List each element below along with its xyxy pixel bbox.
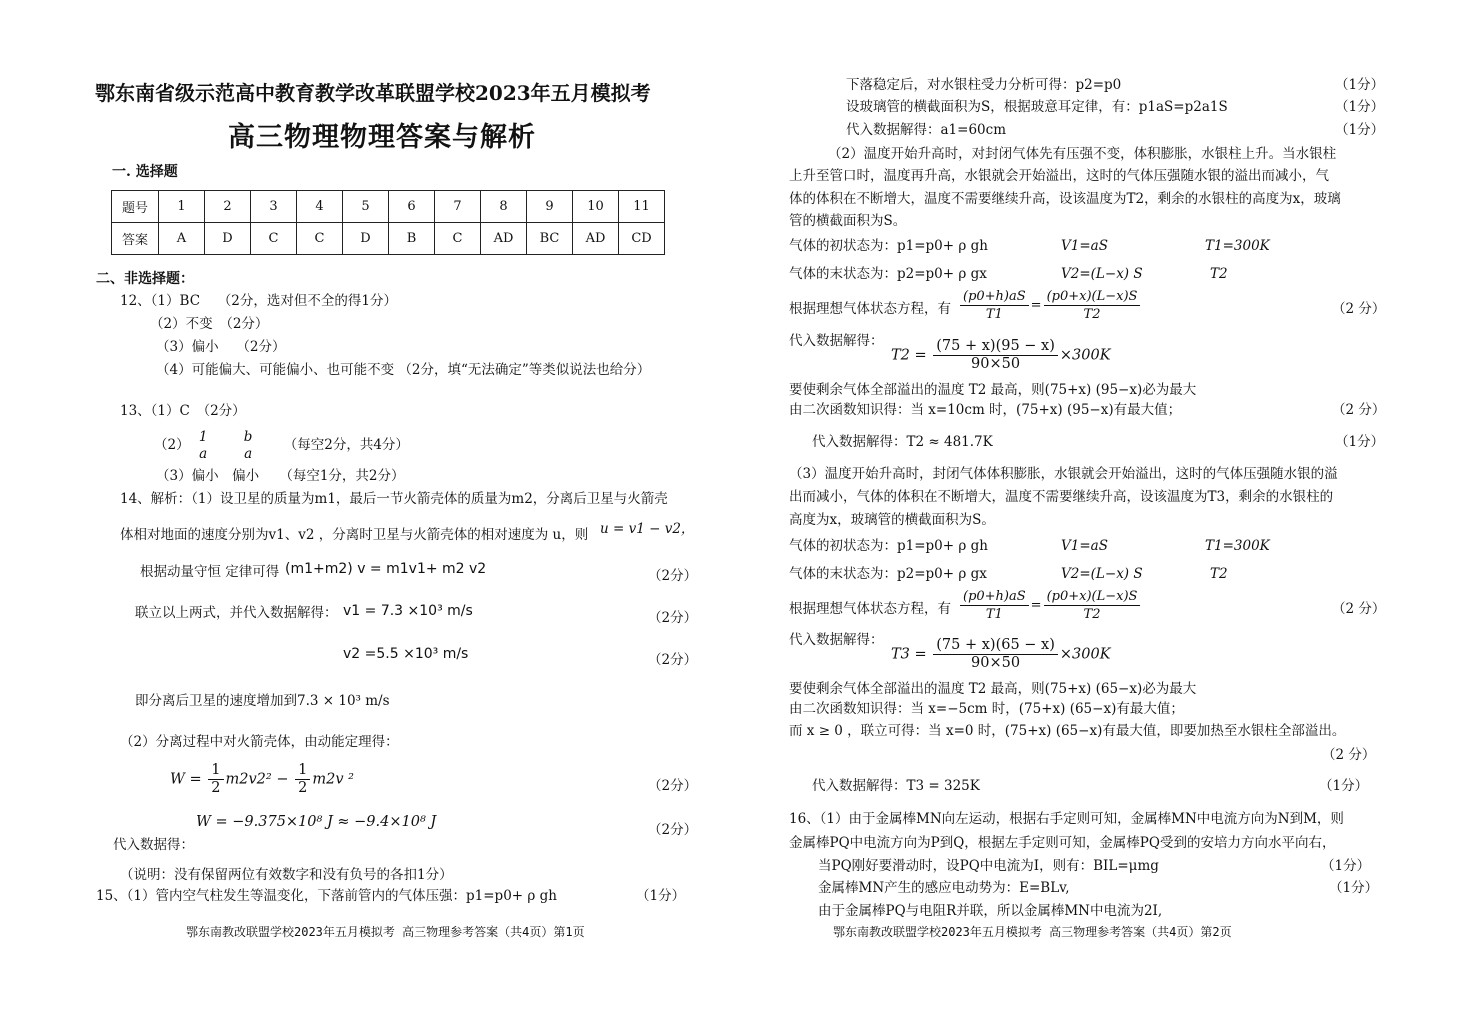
work-term-2: m2v ² xyxy=(312,771,354,788)
ideal-gas-label-b: 根据理想气体状态方程，有 xyxy=(789,601,951,617)
score-label: （2分） xyxy=(648,610,698,626)
t3-formula xyxy=(891,637,1111,672)
table-cell: C xyxy=(251,223,297,255)
part3-line1: （3）温度开始升高时，封闭气体体积膨胀，水银就会开始溢出，这时的气体压强随水银的溢 xyxy=(789,466,1338,482)
q14-line4: 联立以上两式，并代入数据解得： xyxy=(135,605,338,621)
fraction xyxy=(1044,588,1141,623)
fraction-denominator: 2 xyxy=(211,780,221,796)
fraction-numerator: 1 xyxy=(208,762,223,780)
q12-line1: 12、（1）BC （2分，选对但不全的得1分） xyxy=(120,293,397,309)
fraction-denominator: 2 xyxy=(298,780,308,796)
part2-line1: （2）温度开始升高时，对封闭气体先有压强不变，体积膨胀，水银柱上升。当水银柱 xyxy=(828,146,1337,162)
table-cell: 9 xyxy=(527,191,573,223)
score-label: （2分） xyxy=(648,822,698,838)
score-label: （2 分） xyxy=(1332,402,1386,418)
table-cell: 11 xyxy=(619,191,665,223)
max-condition-a2: 由二次函数知识得：当 x=10cm 时，(75+x) (95−x)有最大值； xyxy=(789,402,1182,418)
q16-line3: 当PQ刚好要滑动时，设PQ中电流为I，则有：BIL=μmg xyxy=(818,858,1159,874)
q15-line1: 15、（1）管内空气柱发生等温变化，下落前管内的气体压强：p1=p0+ ρ gh xyxy=(96,888,557,904)
page-title: 高三物理物理答案与解析 xyxy=(228,122,536,153)
q13-line1: 13、（1）C （2分） xyxy=(120,403,246,419)
q15-line4: 代入数据解得：a1=60cm xyxy=(846,122,1006,138)
table-cell: D xyxy=(343,223,389,255)
score-label: （1分） xyxy=(1335,99,1385,115)
fraction-numerator: (p0+x)(L−x)S xyxy=(1044,588,1141,606)
score-label: （2分） xyxy=(648,778,698,794)
work-term-1: m2v2² xyxy=(225,771,272,788)
initial-temp-a: T1=300K xyxy=(1205,238,1270,254)
left-page xyxy=(0,0,735,1021)
score-label: （2 分） xyxy=(1322,747,1376,763)
max-condition-b2: 由二次函数知识得：当 x=−5cm 时，(75+x) (65−x)有最大值； xyxy=(789,701,1184,717)
t3-lhs: T3 = xyxy=(891,646,927,663)
score-label: （1分） xyxy=(1335,122,1385,138)
part2-line4: 管的横截面积为S。 xyxy=(789,213,907,229)
q16-line5: 由于金属棒PQ与电阻R并联，所以金属棒MN中电流为2I, xyxy=(818,903,1163,919)
fraction xyxy=(933,338,1058,373)
momentum-formula: (m1+m2) v = m1v1+ m2 v2 xyxy=(285,561,487,577)
table-cell: CD xyxy=(619,223,665,255)
initial-state-b: 气体的初状态为：p1=p0+ ρ gh xyxy=(789,538,988,554)
fraction-denominator: 90×50 xyxy=(971,655,1021,671)
fraction xyxy=(241,429,256,463)
table-cell: 4 xyxy=(297,191,343,223)
fraction xyxy=(196,429,211,463)
part2-line2: 上升至管口时，温度再升高，水银就会开始溢出，这时的气体压强随水银的溢出而减小，气 xyxy=(789,168,1329,184)
table-cell: A xyxy=(159,223,205,255)
score-label: （1分） xyxy=(1319,778,1369,794)
part3-line3: 高度为x，玻璃管的横截面积为S。 xyxy=(789,512,995,528)
fraction-denominator: T2 xyxy=(1083,607,1101,622)
t2-lhs: T2 = xyxy=(891,347,927,364)
right-page xyxy=(735,0,1471,1021)
table-cell: AD xyxy=(573,223,619,255)
fraction-denominator: a xyxy=(199,445,208,462)
v2-formula: v2 =5.5 ×10³ m/s xyxy=(343,646,469,662)
t2-formula xyxy=(891,338,1111,373)
score-label: （2 分） xyxy=(1332,601,1386,617)
fraction-numerator: 1 xyxy=(295,762,310,780)
substitute-label-a: 代入数据解得： xyxy=(789,333,884,349)
table-cell: 5 xyxy=(343,191,389,223)
table-cell: 1 xyxy=(159,191,205,223)
fraction-numerator: (p0+h)aS xyxy=(960,288,1029,306)
final-state-a: 气体的末状态为：p2=p0+ ρ gx xyxy=(789,266,987,282)
table-cell: 7 xyxy=(435,191,481,223)
q12-line2: （2）不变 （2分） xyxy=(150,316,269,332)
fraction-denominator: 90×50 xyxy=(971,356,1021,372)
table-cell: 8 xyxy=(481,191,527,223)
result-t2: 代入数据解得：T2 ≈ 481.7K xyxy=(812,434,993,450)
initial-volume-b: V1=aS xyxy=(1061,538,1108,554)
max-condition-a1: 要使剩余气体全部溢出的温度 T2 最高，则(75+x) (95−x)必为最大 xyxy=(789,382,1197,398)
score-label: （2 分） xyxy=(1332,301,1386,317)
q16-line1: 16、（1）由于金属棒MN向左运动，根据右手定则可知，金属棒MN中电流方向为N到M，则 xyxy=(789,811,1344,827)
q14-line8: 代入数据得： xyxy=(113,837,194,853)
q13-line3: （3）偏小 偏小 （每空1分，共2分） xyxy=(156,468,405,484)
fraction xyxy=(208,762,223,797)
ideal-gas-equation-b: $\frac{(p0+h)aS}{T1}$ = $\frac{(p0+x)(L-x)S}{T2}$ xyxy=(958,588,1142,623)
table-cell: D xyxy=(205,223,251,255)
fraction-denominator: T2 xyxy=(1083,307,1101,322)
section-nonchoice-heading: 二、非选择题： xyxy=(96,271,194,287)
table-cell: 2 xyxy=(205,191,251,223)
final-volume-a: V2=(L−x) S xyxy=(1061,266,1143,282)
work-formula xyxy=(170,762,354,797)
minus-sign: − xyxy=(276,771,289,788)
page-footer: 鄂东南教改联盟学校2023年五月模拟考 高三物理参考答案（共4页）第1页 xyxy=(186,925,585,939)
table-cell: B xyxy=(389,223,435,255)
table-header-cell: 答案 xyxy=(112,223,159,255)
score-label: （2分） xyxy=(648,652,698,668)
fraction-numerator: (75 + x)(65 − x) xyxy=(933,637,1058,655)
fraction-numerator: (p0+h)aS xyxy=(960,588,1029,606)
fraction-numerator: b xyxy=(243,428,253,445)
ideal-gas-equation-a: $\frac{(p0+h)aS}{T1}$ = $\frac{(p0+x)(L-x)S}{T2}$ xyxy=(958,288,1142,323)
final-volume-b: V2=(L−x) S xyxy=(1061,566,1143,582)
table-header-cell: 题号 xyxy=(112,191,159,223)
score-label: （1分） xyxy=(1321,858,1371,874)
max-condition-b1: 要使剩余气体全部溢出的温度 T2 最高，则(75+x) (65−x)必为最大 xyxy=(789,681,1197,697)
table-cell: 10 xyxy=(573,191,619,223)
final-state-b: 气体的末状态为：p2=p0+ ρ gx xyxy=(789,566,987,582)
fraction-numerator: (75 + x)(95 − x) xyxy=(933,338,1058,356)
fraction xyxy=(960,288,1029,323)
v1-formula: v1 = 7.3 ×10³ m/s xyxy=(343,603,473,619)
score-label: （2分） xyxy=(648,568,698,584)
fraction xyxy=(933,637,1058,672)
q12-line4: （4）可能偏大、可能偏小、也可能不变 （2分，填“无法确定”等类似说法也给分） xyxy=(156,362,651,378)
fraction-numerator: 1 xyxy=(198,428,208,445)
score-label: （1分） xyxy=(1335,77,1385,93)
relative-velocity-formula: u = v1 − v2， xyxy=(600,521,695,537)
q16-line4: 金属棒MN产生的感应电动势为：E=BLv, xyxy=(818,880,1070,896)
exam-title: 鄂东南省级示范高中教育教学改革联盟学校2023年五月模拟考 xyxy=(95,81,651,105)
initial-state-a: 气体的初状态为：p1=p0+ ρ gh xyxy=(789,238,988,254)
q14-line2: 体相对地面的速度分别为v1、v2 ，分离时卫星与火箭壳体的相对速度为 u，则 xyxy=(120,527,589,543)
fraction-numerator: (p0+x)(L−x)S xyxy=(1044,288,1141,306)
part2-line3: 体的体积在不断增大，温度不需要继续升高，设该温度为T2，剩余的水银柱的高度为x，玻璃 xyxy=(789,191,1341,207)
fraction xyxy=(295,762,310,797)
final-temp-a: T2 xyxy=(1210,266,1228,282)
q14-line1: 14、解析：（1）设卫星的质量为m1，最后一节火箭壳体的质量为m2，分离后卫星与火箭壳 xyxy=(120,491,668,507)
answer-table xyxy=(111,190,665,255)
final-temp-b: T2 xyxy=(1210,566,1228,582)
work-result-formula: W = −9.375×10⁸ J ≈ −9.4×10⁸ J xyxy=(196,814,437,830)
page-footer: 鄂东南教改联盟学校2023年五月模拟考 高三物理参考答案（共4页）第2页 xyxy=(833,925,1232,939)
t2-rhs: ×300K xyxy=(1059,347,1111,364)
table-cell: 6 xyxy=(389,191,435,223)
score-label: （1分） xyxy=(1335,434,1385,450)
q13-line2 xyxy=(154,427,409,463)
work-formula-lhs: W = xyxy=(170,771,202,788)
section-choice-heading: 一. 选择题 xyxy=(112,164,178,180)
q14-line7: （2）分离过程中对火箭壳体，由动能定理得： xyxy=(120,734,399,750)
part3-line2: 出而减小，气体的体积在不断增大，温度不需要继续升高，设该温度为T3，剩余的水银柱的 xyxy=(789,489,1334,505)
ideal-gas-label-a: 根据理想气体状态方程，有 xyxy=(789,301,951,317)
q14-line6: 即分离后卫星的速度增加到7.3 × 10³ m/s xyxy=(135,693,390,709)
table-cell: C xyxy=(297,223,343,255)
fraction xyxy=(960,588,1029,623)
q13-line2-suffix: （每空2分，共4分） xyxy=(283,437,409,453)
table-cell: AD xyxy=(481,223,527,255)
q12-line3: （3）偏小 （2分） xyxy=(156,339,286,355)
score-label: （1分） xyxy=(636,888,686,904)
table-cell: BC xyxy=(527,223,573,255)
q14-note: （说明：没有保留两位有效数字和没有负号的各扣1分） xyxy=(120,867,453,883)
q16-line2: 金属棒PQ中电流方向为P到Q，根据左手定则可知，金属棒PQ受到的安培力方向水平向右， xyxy=(789,835,1336,851)
result-t3: 代入数据解得：T3 = 325K xyxy=(812,778,980,794)
substitute-label-b: 代入数据解得： xyxy=(789,632,884,648)
fraction-denominator: a xyxy=(244,445,253,462)
fraction xyxy=(1044,288,1141,323)
q15-line2: 下落稳定后，对水银柱受力分析可得：p2=p0 xyxy=(846,77,1122,93)
answer-table-answer-row xyxy=(112,223,665,255)
table-cell: 3 xyxy=(251,191,297,223)
fraction-denominator: T1 xyxy=(985,307,1003,322)
fraction-denominator: T1 xyxy=(985,607,1003,622)
table-cell: C xyxy=(435,223,481,255)
score-label: （1分） xyxy=(1329,880,1379,896)
initial-temp-b: T1=300K xyxy=(1205,538,1270,554)
initial-volume-a: V1=aS xyxy=(1061,238,1108,254)
q13-line2-prefix: （2） xyxy=(154,437,190,453)
q15-line3: 设玻璃管的横截面积为S，根据玻意耳定律，有：p1aS=p2a1S xyxy=(846,99,1228,115)
q14-line3: 根据动量守恒 定律可得 xyxy=(140,564,280,580)
t3-rhs: ×300K xyxy=(1059,646,1111,663)
answer-table-number-row xyxy=(112,191,665,223)
max-condition-b3: 而 x ≥ 0 ，联立可得：当 x=0 时，(75+x) (65−x)有最大值，即要加热至水银柱全部溢出。 xyxy=(789,723,1346,739)
